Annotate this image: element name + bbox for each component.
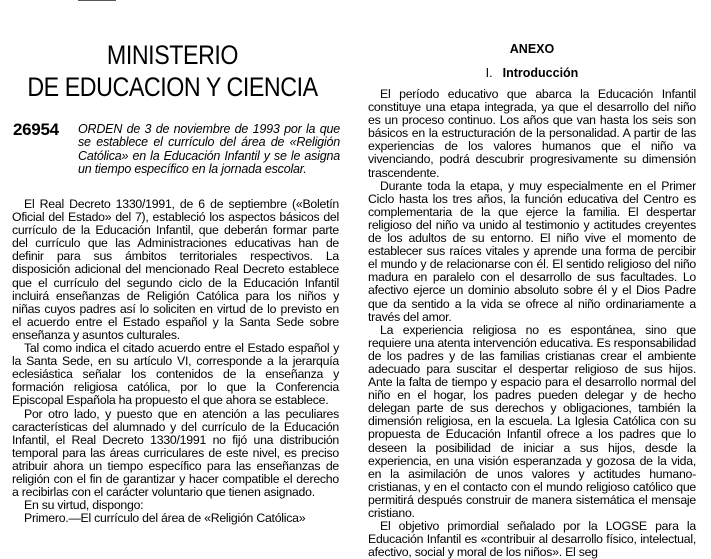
left-paragraph-3: Por otro lado, y puesto que en atención a las peculiares características del alumnado y del currículo de la Educación Infantil, el Real Decreto 1330/1991 no fijó una distribución temporal para las áreas curriculares de este nivel, es preciso atribuir ahora un tiempo específico para las enseñanzas de religión con el fin de garantizar y hacer compatible el derecho a recibirlas con el carácter voluntario que tienen asignado. xyxy=(12,406,339,500)
order-number: 26954 xyxy=(13,120,59,139)
left-paragraph-1: El Real Decreto 1330/1991, de 6 de septiembre («Boletín Oficial del Estado» del 7), estableció los aspectos básicos del currículo de la Educación Infantil, que deberán formar parte del currículo que las Administraciones educativas han de definir para sus ámbitos territoriales respectivos. La disposición adicional del mencionado Real Decreto establece que el currículo del segundo ciclo de la Educación Infantil incluirá enseñanzas de Religión Católica para los niños y niñas cuyos padres así lo soliciten en virtud de lo previsto en el acuerdo entre el Estado español y la Santa Sede sobre enseñanza y asuntos culturales. xyxy=(12,197,339,342)
anexo-title: ANEXO xyxy=(509,42,555,56)
left-paragraph-2: Tal como indica el citado acuerdo entre el Estado español y la Santa Sede, en su artículo VI, corresponde a la jerarquía eclesiástica señalar los contenidos de la enseñanza y formación religiosa católica, por lo que la Conferencia Episcopal Española ha propuesto el que ahora se establece. xyxy=(12,341,339,408)
right-paragraph-2: Durante toda la etapa, y muy especialmente en el Primer Ciclo hasta los tres años, la función educativa del Centro es complementaria de la que ejerce la familia. El despertar religioso del niño va unido al testimonio y actitudes creyentes de los adultos de su entorno. El niño vive el momento de establecer sus raíces vitales y aprende una forma de percibir el mundo y de relacionarse con él. El sentido religioso del niño madura en paralelo con el desarrollo de sus facultades. Lo afectivo ejerce un dominio absoluto sobre él y el Dios Padre que da sentido a la vida se ofrece al niño ordinariamente a través del amor. xyxy=(368,178,696,324)
right-paragraph-4: El objetivo primordial señalado por la LOGSE para la Educación Infantil es «contribuir al desarrollo físico, intelectual, afectivo, social y moral de los niños». El seg xyxy=(368,519,696,559)
section-number: I. xyxy=(485,66,493,80)
section-title: Introducción xyxy=(502,66,579,80)
section-heading xyxy=(368,66,696,80)
left-paragraph-4: En su virtud, dispongo: xyxy=(24,498,144,513)
ministry-title-line2: DE EDUCACION Y CIENCIA xyxy=(27,72,318,102)
right-paragraph-1: El período educativo que abarca la Educación Infantil constituye una etapa integrada, ya que el desarrollo del niño es un proceso continuo. Los años que van hasta los seis son básicos en la estructuración de la personalidad. A partir de las experiencias de los valores humanos que el niño va vivenciando, podrá descubrir progresivamente su dimensión trascendente. xyxy=(368,87,696,180)
right-column xyxy=(368,88,696,559)
top-rule xyxy=(78,0,116,1)
order-summary: ORDEN de 3 de noviembre de 1993 por la que se establece el currículo del área de «Religión Católica» en la Educación Infantil y se le asigna un tiempo específico en la jornada escolar. xyxy=(78,122,340,177)
left-paragraph-5: Primero.—El currículo del área de «Religión Católica» xyxy=(24,511,306,526)
left-column xyxy=(12,198,339,525)
right-paragraph-3: La experiencia religiosa no es espontánea, sino que requiere una atenta intervención educativa. Es responsabilidad de los padres y de las familias cristianas crear el ambiente adecuado para suscitar el despertar religioso de sus hijos. Ante la falta de tiempo y espacio para el desarrollo normal del niño en el hogar, los padres pueden delegar y de hecho delegan parte de sus derechos y obligaciones, también la dimensión religiosa, en la escuela. La Iglesia Católica con su propuesta de Educación Infantil ofrece a los padres que lo deseen la posibilidad de iniciar a sus hijos, desde la experiencia, en una visión esperanzada y gozosa de la vida, en la asimilación de unos valores y actitudes humano-cristianas, y en el contacto con el mundo religioso católico que permitirá después construir de manera sistemática el mensaje cristiano. xyxy=(368,322,696,520)
ministry-title-line1: MINISTERIO xyxy=(106,40,239,70)
